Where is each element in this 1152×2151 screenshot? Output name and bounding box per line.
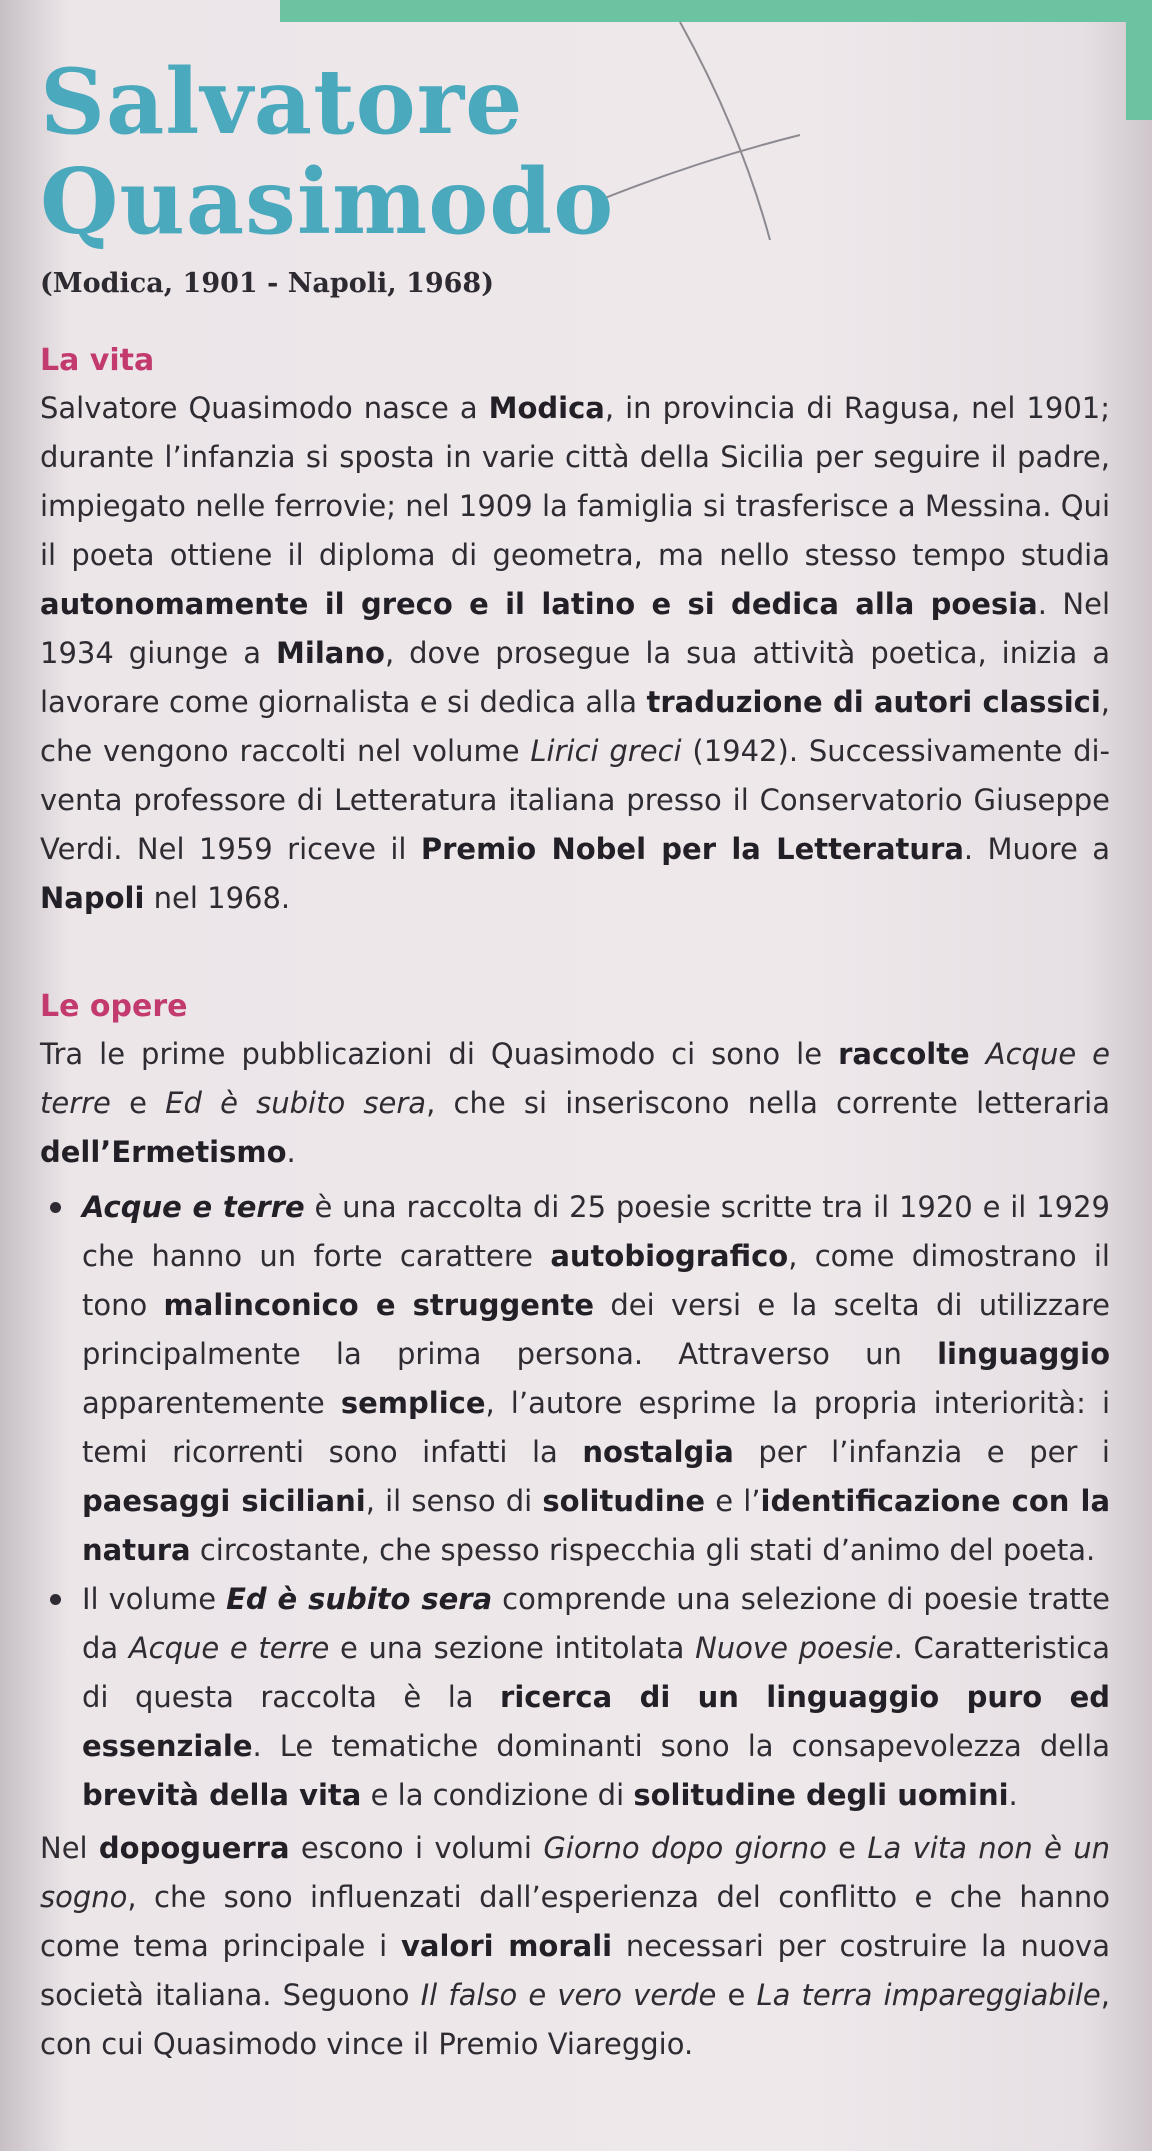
- text-run: per l’infanzia e per i: [733, 1435, 1110, 1469]
- bold-run: autobiografico: [550, 1239, 789, 1273]
- italic-run: Il falso e vero verde: [420, 1978, 717, 2012]
- text-run: e la condizione di: [361, 1778, 634, 1812]
- text-run: , dove prosegue la sua attività poetica, inizia a lavorare come giornalista e si dedica alla: [40, 636, 1110, 719]
- bold-run: solitudine degli uomini: [633, 1778, 1009, 1812]
- text-run: dei versi e la scelta di utilizzare principalmente la prima persona. Attraverso un: [82, 1288, 1110, 1371]
- text-run: . Caratteristica di questa raccolta è la: [82, 1631, 1110, 1714]
- text-run: , che si inseriscono nella corrente letteraria: [426, 1086, 1111, 1120]
- list-item-acque-e-terre: [40, 1183, 1110, 1575]
- bold-run: raccolte: [838, 1037, 970, 1071]
- bold-run: ricerca di un linguaggio puro ed essenziale: [82, 1680, 1110, 1763]
- text-run: , come dimostrano il tono: [82, 1239, 1110, 1322]
- bold-run: identificazione con la natura: [82, 1484, 1111, 1567]
- title-line-1: Salvatore: [40, 49, 524, 155]
- bold-run: paesaggi siciliani: [82, 1484, 366, 1518]
- text-run: e: [716, 1978, 757, 2012]
- text-run: e una sezione intitolata: [329, 1631, 696, 1665]
- paragraph-dopoguerra: [40, 1824, 1110, 2069]
- italic-run: La vita non è un sogno: [40, 1831, 1111, 1914]
- text-run: comprende una selezione di poesie tratte da: [82, 1582, 1111, 1665]
- bold-run: solitudine: [542, 1484, 706, 1518]
- list-item-ed-e-subito-sera: [40, 1575, 1110, 1820]
- bold-run: Milano: [276, 636, 385, 670]
- works-list: [40, 1183, 1110, 1820]
- text-run: è una raccolta di 25 poesie scritte tra il 1920 e il 1929 che hanno un forte carattere: [82, 1190, 1110, 1273]
- bold-run: autonomamente il greco e il latino e si dedica alla poesia: [40, 587, 1038, 621]
- italic-run: Lirici greci: [530, 734, 682, 768]
- text-run: Salvatore Quasimodo nasce a: [40, 391, 489, 425]
- bold-run: valori morali: [400, 1929, 613, 1963]
- text-run: e: [826, 1831, 868, 1865]
- bold-run: dopoguerra: [98, 1831, 290, 1865]
- text-run: e l’: [705, 1484, 761, 1518]
- text-run: nel 1968.: [144, 881, 291, 915]
- italic-run: Nuove poesie: [695, 1631, 894, 1665]
- bold-italic-run: Ed è subito sera: [226, 1582, 493, 1616]
- text-run: [970, 1037, 986, 1071]
- bold-run: nostalgia: [582, 1435, 734, 1469]
- page-title: [40, 49, 1110, 255]
- author-dates: (Modica, 1901 - Napoli, 1968): [40, 268, 494, 299]
- text-run: , in provincia di Ragusa, nel 1901; durante l’infanzia si sposta in varie città della Sicilia per seguire il padre, impiegato nelle ferrovie; nel 1909 la famiglia si trasferisce a Messina. Qui il poeta ottiene il diploma di geometra, ma nello stesso tempo studia: [40, 391, 1110, 572]
- title-line-2: Quasimodo: [40, 149, 615, 255]
- text-run: , che vengono raccolti nel volume: [40, 685, 1110, 768]
- text-run: circostante, che spesso rispecchia gli stati d’animo del poeta.: [190, 1533, 1096, 1567]
- page-content: [40, 49, 1111, 2069]
- bold-run: Premio Nobel per la Letteratura: [420, 832, 964, 866]
- text-run: , il senso di: [365, 1484, 543, 1518]
- bold-run: semplice: [340, 1386, 486, 1420]
- text-run: (1942). Successivamente diventa professore di Letteratura italiana presso il Conservatorio Giuseppe Verdi. Nel 1959 riceve il: [40, 734, 1110, 866]
- text-run: .: [286, 1135, 296, 1169]
- text-run: . Muore a: [963, 832, 1110, 866]
- bold-run: Napoli: [40, 881, 145, 915]
- section-heading-opere: Le opere: [40, 989, 188, 1024]
- bold-run: linguaggio: [937, 1337, 1110, 1371]
- text-run: . Nel 1934 giunge a: [40, 587, 1111, 670]
- text-run: Nel: [40, 1831, 99, 1865]
- text-run: Tra le prime pubblicazioni di Quasimodo ci sono le: [40, 1037, 839, 1071]
- text-run: apparentemente: [82, 1386, 341, 1420]
- bold-italic-run: Acque e terre: [82, 1190, 305, 1224]
- italic-run: Acque e terre: [128, 1631, 330, 1665]
- text-run: necessari per costruire la nuova società italiana. Seguono: [40, 1929, 1110, 2012]
- bold-run: traduzione di autori classici: [646, 685, 1101, 719]
- text-run: e: [110, 1086, 166, 1120]
- bold-run: dell’Ermetismo: [40, 1135, 287, 1169]
- text-run: escono i volumi: [289, 1831, 544, 1865]
- text-run: . Le tematiche dominanti sono la consapevolezza della: [252, 1729, 1110, 1763]
- bold-run: brevità della vita: [82, 1778, 362, 1812]
- text-run: .: [1008, 1778, 1018, 1812]
- bold-run: malinconico e struggente: [163, 1288, 595, 1322]
- bold-run: Modica: [488, 391, 605, 425]
- italic-run: Ed è subito sera: [165, 1086, 427, 1120]
- text-run: , che sono influenzati dall’esperienza del conflitto e che hanno come tema principale i: [40, 1880, 1110, 1963]
- text-run: Il volume: [82, 1582, 227, 1616]
- text-run: , con cui Quasimodo vince il Premio Viareggio.: [40, 1978, 1110, 2061]
- paragraph-vita: [40, 384, 1110, 923]
- paragraph-opere-intro: [40, 1030, 1110, 1177]
- text-run: , l’autore esprime la propria interiorità: i temi ricorrenti sono infatti la: [82, 1386, 1110, 1469]
- italic-run: La terra impareggiabile: [756, 1978, 1101, 2012]
- section-heading-vita: La vita: [40, 343, 155, 378]
- italic-run: Giorno dopo giorno: [543, 1831, 827, 1865]
- italic-run: Acque e terre: [40, 1037, 1111, 1120]
